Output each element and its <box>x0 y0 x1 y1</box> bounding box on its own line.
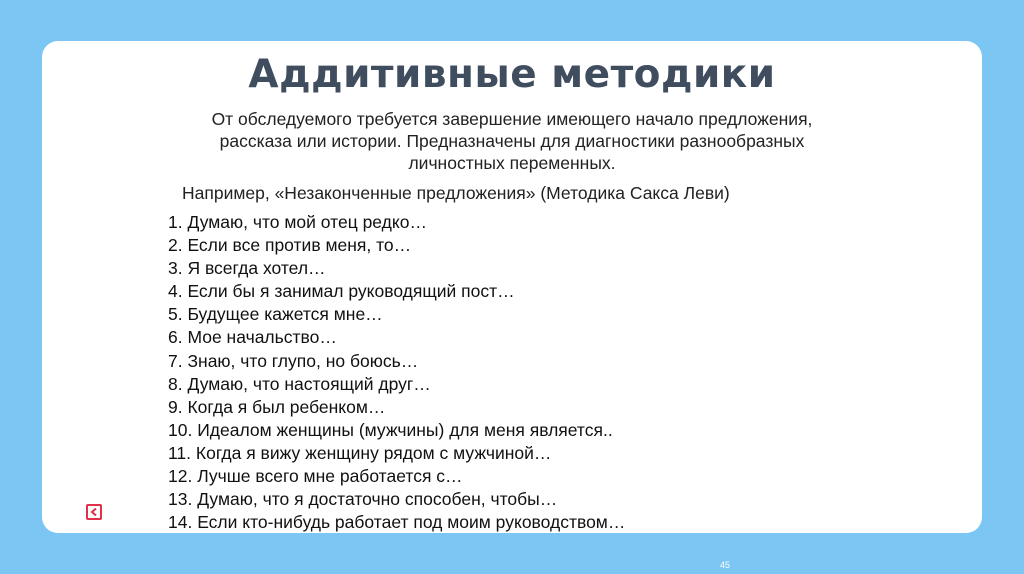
list-item: 8. Думаю, что настоящий друг… <box>168 373 431 394</box>
list-item: 2. Если все против меня, то… <box>168 235 412 256</box>
sentence-list <box>168 211 625 534</box>
list-item: 13. Думаю, что я достаточно способен, чтобы… <box>168 489 558 510</box>
chevron-left-icon <box>90 508 98 516</box>
intro-line: личностных переменных. <box>408 153 616 173</box>
list-item: 9. Когда я был ребенком… <box>168 396 386 417</box>
intro-line: рассказа или истории. Предназначены для диагностики разнообразных <box>219 131 805 151</box>
page-title: Аддитивные методики <box>248 52 776 97</box>
list-item: 3. Я всегда хотел… <box>168 258 326 279</box>
list-item: 10. Идеалом женщины (мужчины) для меня является.. <box>168 419 613 440</box>
example-text: Например, «Незаконченные предложения» (Методика Сакса Леви) <box>182 183 730 203</box>
list-item: 11. Когда я вижу женщину рядом с мужчиной… <box>168 442 552 463</box>
list-item: 4. Если бы я занимал руководящий пост… <box>168 281 515 302</box>
list-item: 6. Мое начальство… <box>168 327 337 348</box>
list-item: 12. Лучше всего мне работается с… <box>168 466 463 487</box>
list-item: 14. Если кто-нибудь работает под моим руководством… <box>168 512 626 533</box>
back-button[interactable] <box>86 504 102 520</box>
intro-text <box>0 108 1024 174</box>
list-item: 1. Думаю, что мой отец редко… <box>168 212 427 232</box>
list-item: 7. Знаю, что глупо, но боюсь… <box>168 350 419 371</box>
list-item: 5. Будущее кажется мне… <box>168 304 383 325</box>
page-number: 45 <box>719 560 730 570</box>
intro-line: От обследуемого требуется завершение имеющего начало предложения, <box>211 109 813 129</box>
